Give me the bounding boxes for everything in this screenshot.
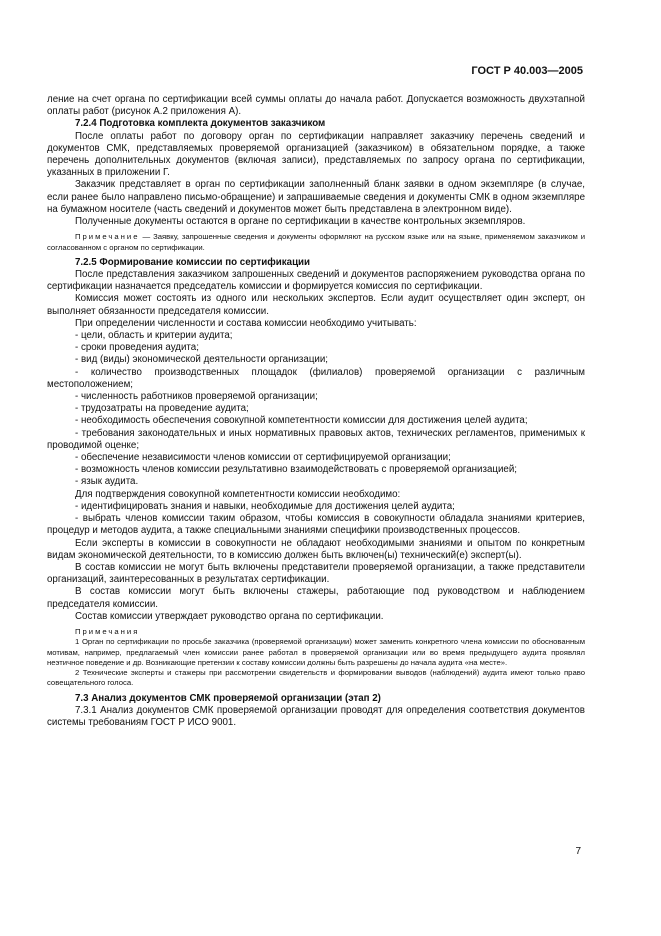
notes-label: Примечания <box>75 626 140 636</box>
list-item: - сроки проведения аудита; <box>75 342 199 354</box>
list-item: - требования законодательных и иных нормативных правовых актов, технических регламентов, применимых к проводимой оценке; <box>47 427 585 451</box>
paragraph: Если эксперты в комиссии в совокупности не обладают необходимыми знаниями и опытом по конкретным видам экономической деятельности, то в комиссию должен быть включен(ы) технический(е) эксперт(ы). <box>47 537 585 561</box>
note-label: Примечание <box>75 232 140 242</box>
list-item: - язык аудита. <box>75 476 139 488</box>
page-number: 7 <box>575 846 581 857</box>
paragraph: 7.3.1 Анализ документов СМК проверяемой организации проводят для определения соответствия документов системы требованиям ГОСТ Р ИСО 9001. <box>47 704 585 729</box>
paragraph: Полученные документы остаются в органе по сертификации в качестве контрольных экземпляров. <box>75 216 526 228</box>
paragraph: При определении численности и состава комиссии необходимо учитывать: <box>75 317 417 329</box>
list-item: - количество производственных площадок (филиалов) проверяемой организации с различным местоположением; <box>47 366 585 390</box>
list-item: - трудозатраты на проведение аудита; <box>75 403 249 415</box>
note <box>47 232 585 253</box>
paragraph: Комиссия может состоять из одного или нескольких экспертов. Если аудит осуществляет один эксперт, он выполняет обязанности председателя комиссии. <box>47 293 585 317</box>
list-item: - выбрать членов комиссии таким образом, чтобы комиссия в совокупности обладала знаниями критериев, процедур и методов аудита, а также специальными знаниями специфики производственных процессов. <box>47 513 585 537</box>
paragraph: В состав комиссии могут быть включены стажеры, работающие под руководством и наблюдением председателя комиссии. <box>47 586 585 610</box>
paragraph: Состав комиссии утверждает руководство органа по сертификации. <box>75 610 384 622</box>
paragraph: После оплаты работ по договору орган по сертификации направляет заказчику перечень сведений и документов СМК, представляемых проверяемой организацией (заказчиком) в обязательном порядке, а также перечень дополнительных документов (включая записи), представляемых по запросу органа по сертификации, указанных в приложении Г. <box>47 130 585 179</box>
page-content <box>47 94 585 729</box>
section-heading: 7.3 Анализ документов СМК проверяемой организации (этап 2) <box>75 692 381 704</box>
section-heading: 7.2.5 Формирование комиссии по сертификации <box>75 256 311 268</box>
document-header: ГОСТ Р 40.003—2005 <box>471 65 583 77</box>
note-item: 1 Орган по сертификации по просьбе заказчика (проверяемой организации) может заменить конкретного члена комиссии по обоснованным мотивам, например, предлагаемый член комиссии ранее работал в проверяемой организации или во время предыдущего аудита проявлял неэтичное поведение и др. Возникающие претензии к составу комиссии должны быть разрешены до начала аудита «на месте». <box>47 637 585 667</box>
list-item: - численность работников проверяемой организации; <box>75 391 318 403</box>
paragraph: После представления заказчиком запрошенных сведений и документов распоряжением руководства органа по сертификации назначается председатель комиссии и формируется комиссия по сертификации. <box>47 269 585 293</box>
note-text: — Заявку, запрошенные сведения и документы оформляют на русском языке или на языке, применяемом заказчиком и согласованном с органом по сертификации. <box>47 232 586 252</box>
list-item: - обеспечение независимости членов комиссии от сертифицируемой организации; <box>75 452 451 464</box>
list-item: - необходимость обеспечения совокупной компетентности комиссии для достижения целей аудита; <box>75 415 528 427</box>
note-item: 2 Технические эксперты и стажеры при рассмотрении свидетельств и формировании выводов (наблюдений) аудита имеют только право совещательного голоса. <box>47 668 585 688</box>
paragraph: Для подтверждения совокупной компетентности комиссии необходимо: <box>75 488 401 500</box>
paragraph: Заказчик представляет в орган по сертификации заполненный бланк заявки в одном экземпляре (в случае, если ранее было направлено письмо-обращение) и запрашиваемые сведения и документы СМК в одном экземпляре на бумажном носителе (часть сведений и документов может быть представлена в электронном виде). <box>47 179 585 215</box>
list-item: - идентифицировать знания и навыки, необходимые для достижения целей аудита; <box>75 500 455 512</box>
list-item: - вид (виды) экономической деятельности организации; <box>75 354 329 366</box>
paragraph: В состав комиссии не могут быть включены представители проверяемой организации, а также представители организаций, заинтересованных в результатах сертификации. <box>47 561 585 586</box>
list-item: - возможность членов комиссии результативно взаимодействовать с проверяемой организацией; <box>75 464 517 476</box>
paragraph: ление на счет органа по сертификации всей суммы оплаты до начала работ. Допускается возможность двухэтапной оплаты работ (рисунок А.2 приложения А). <box>47 94 585 118</box>
list-item: - цели, область и критерии аудита; <box>75 330 233 342</box>
section-heading: 7.2.4 Подготовка комплекта документов заказчиком <box>75 118 326 130</box>
